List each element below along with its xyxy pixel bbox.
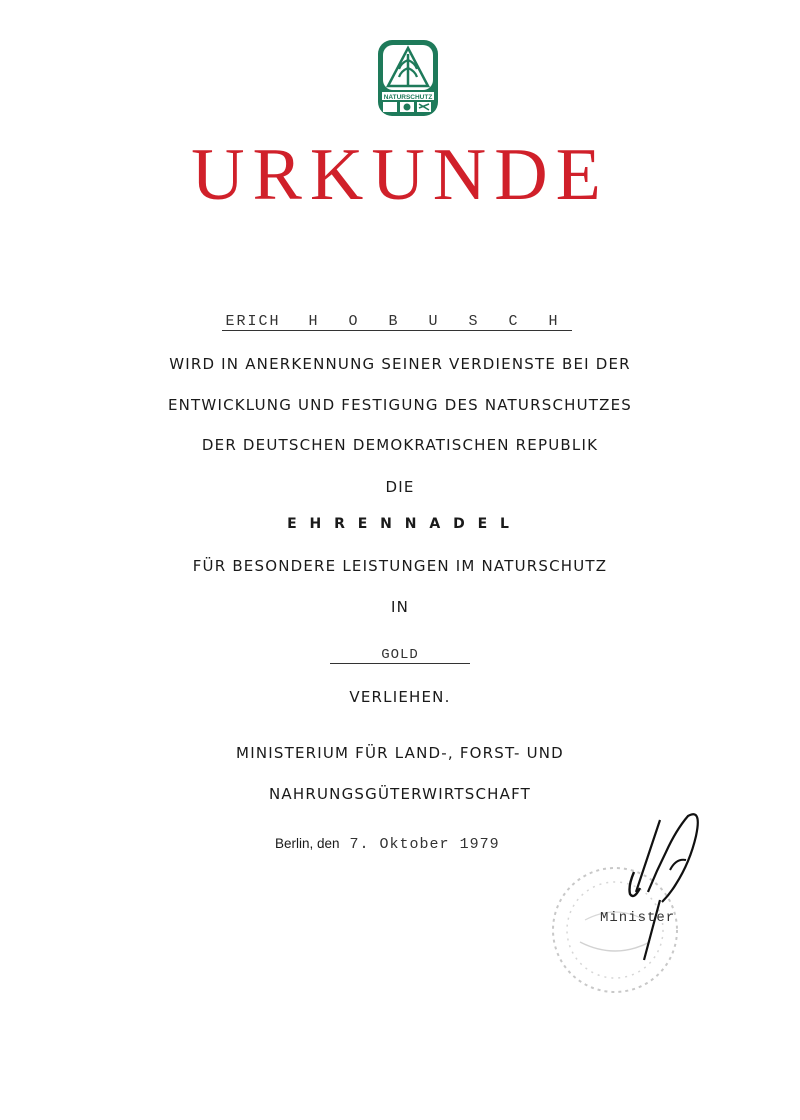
name-underline xyxy=(222,330,572,331)
body-line-verliehen: VERLIEHEN. xyxy=(349,688,451,706)
signer-title: Minister xyxy=(600,910,676,926)
recipient-given-name: ERICH xyxy=(225,313,281,330)
body-line-4: FÜR BESONDERE LEISTUNGEN IM NATURSCHUTZ xyxy=(192,557,608,575)
place-label: Berlin, den xyxy=(275,836,340,851)
body-line-1: WIRD IN ANERKENNUNG SEINER VERDIENSTE BEI DER xyxy=(169,355,631,373)
body-line-3: DER DEUTSCHEN DEMOKRATISCHEN REPUBLIK xyxy=(201,436,599,454)
grade-underline xyxy=(330,663,470,664)
svg-text:NATURSCHUTZ: NATURSCHUTZ xyxy=(383,94,433,101)
document-title: URKUNDE xyxy=(191,134,609,216)
body-line-2: ENTWICKLUNG UND FESTIGUNG DES NATURSCHUTZES xyxy=(167,396,633,414)
body-line-die: DIE xyxy=(385,478,415,496)
recipient-name xyxy=(222,313,572,330)
place-date xyxy=(275,836,500,853)
handwritten-signature-icon xyxy=(600,810,720,970)
award-name: E H R E N N A D E L xyxy=(287,516,513,532)
ministry-line-1: MINISTERIUM FÜR LAND-, FORST- UND xyxy=(236,744,564,762)
naturschutz-emblem-icon xyxy=(376,38,440,118)
issue-date: 7. Oktober 1979 xyxy=(349,836,500,853)
award-grade: GOLD xyxy=(381,647,419,663)
body-line-in: IN xyxy=(390,598,410,616)
recipient-family-name: H O B U S C H xyxy=(308,313,569,330)
ministry-line-2: NAHRUNGSGÜTERWIRTSCHAFT xyxy=(269,785,531,803)
